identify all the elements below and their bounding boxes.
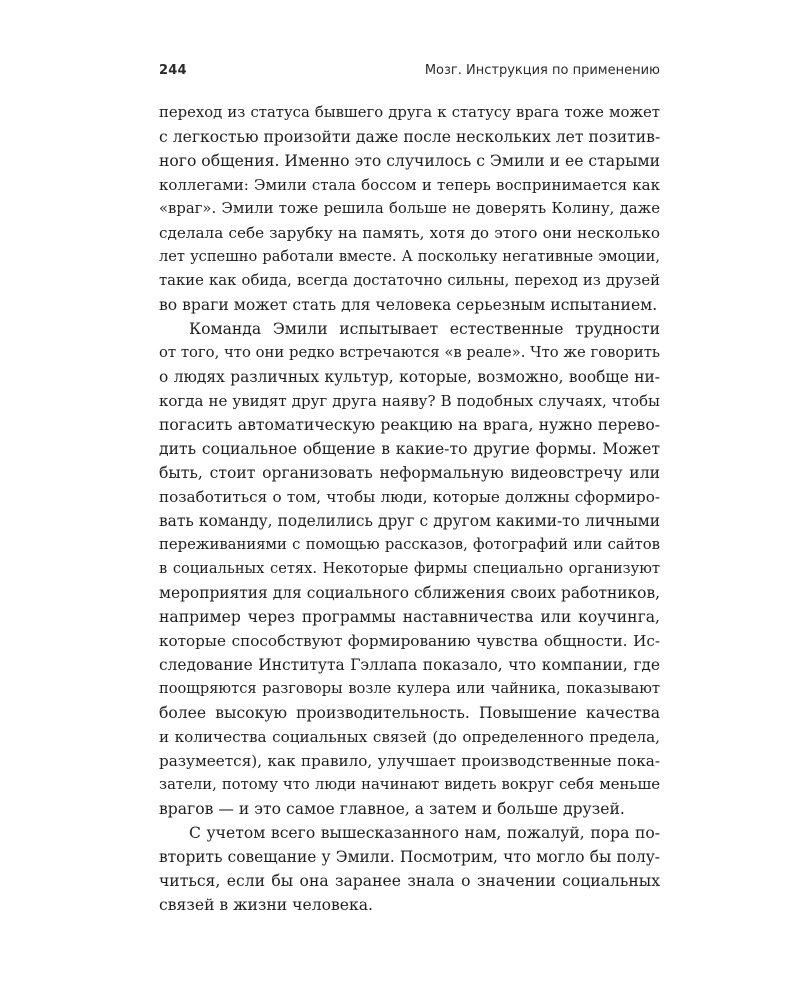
text-line: читься, если бы она заранее знала о значении социальных	[159, 872, 660, 890]
text-line: и количества социальных связей (до определенного предела,	[159, 728, 660, 746]
text-line: С учетом всего вышесказанного нам, пожалуй, пора по-	[189, 824, 660, 842]
running-title: Мозг. Инструкция по применению	[424, 63, 660, 78]
text-line: дить социальное общение в какие-то другие формы. Может	[159, 440, 660, 458]
paragraph-1	[159, 101, 660, 317]
text-line: лет успешно работали вместе. А поскольку негативные эмоции,	[159, 248, 660, 265]
text-line: от того, что они редко встречаются «в реале». Что же говорить	[159, 344, 660, 361]
text-line: например через программы наставничества или коучинга,	[159, 608, 660, 626]
text-line: когда не увидят друг друга наяву? В подобных случаях, чтобы	[159, 392, 660, 410]
body-text	[159, 101, 660, 917]
paragraph-2	[159, 317, 660, 821]
text-line: связей в жизни человека.	[159, 896, 373, 914]
page-number: 244	[159, 63, 187, 78]
text-line: «враг». Эмили тоже решила больше не доверять Колину, даже	[159, 200, 660, 217]
text-line: Команда Эмили испытывает естественные трудности	[189, 320, 660, 338]
text-line: в социальных сетях. Некоторые фирмы специально организуют	[159, 560, 660, 577]
text-line: о людях различных культур, которые, возможно, вообще ни-	[159, 368, 660, 386]
text-line: такие как обида, всегда достаточно сильны, переход из друзей	[159, 272, 660, 289]
text-line: затели, потому что люди начинают видеть вокруг себя меньше	[159, 776, 660, 793]
text-line: переход из статуса бывшего друга к статусу врага тоже может	[159, 104, 660, 121]
text-line: мероприятия для социального сближения своих работников,	[159, 584, 660, 602]
text-line: во враги может стать для человека серьезным испытанием.	[159, 296, 658, 314]
text-line: следование Института Гэллапа показало, что компании, где	[159, 656, 660, 674]
text-line: погасить автоматическую реакцию на врага, нужно перево-	[159, 416, 660, 434]
text-line: с легкостью произойти даже после нескольких лет позитив-	[159, 128, 660, 146]
text-line: врагов — и это самое главное, а затем и больше друзей.	[159, 800, 625, 818]
text-line: ного общения. Именно это случилось с Эмили и ее старыми	[159, 152, 660, 170]
text-line: более высокую производительность. Повышение качества	[159, 704, 660, 722]
page-header	[159, 61, 660, 81]
text-line: переживаниями с помощью рассказов, фотографий или сайтов	[159, 536, 660, 553]
text-line: коллегами: Эмили стала боссом и теперь воспринимается как	[159, 176, 660, 194]
text-line: вать команду, поделились друг с другом какими-то личными	[159, 512, 660, 530]
text-line: вторить совещание у Эмили. Посмотрим, что могло бы полу-	[159, 848, 660, 866]
text-line: позаботиться о том, чтобы люди, которые должны сформиро-	[159, 488, 660, 506]
text-line: сделала себе зарубку на память, хотя до этого они несколько	[159, 224, 660, 242]
text-line: разумеется), как правило, улучшает производственные пока-	[159, 752, 660, 770]
text-line: быть, стоит организовать неформальную видеовстречу или	[159, 464, 660, 482]
text-line: поощряются разговоры возле кулера или чайника, показывают	[159, 680, 660, 697]
paragraph-3	[159, 821, 660, 917]
text-line: которые способствуют формированию чувства общности. Ис-	[159, 632, 660, 650]
